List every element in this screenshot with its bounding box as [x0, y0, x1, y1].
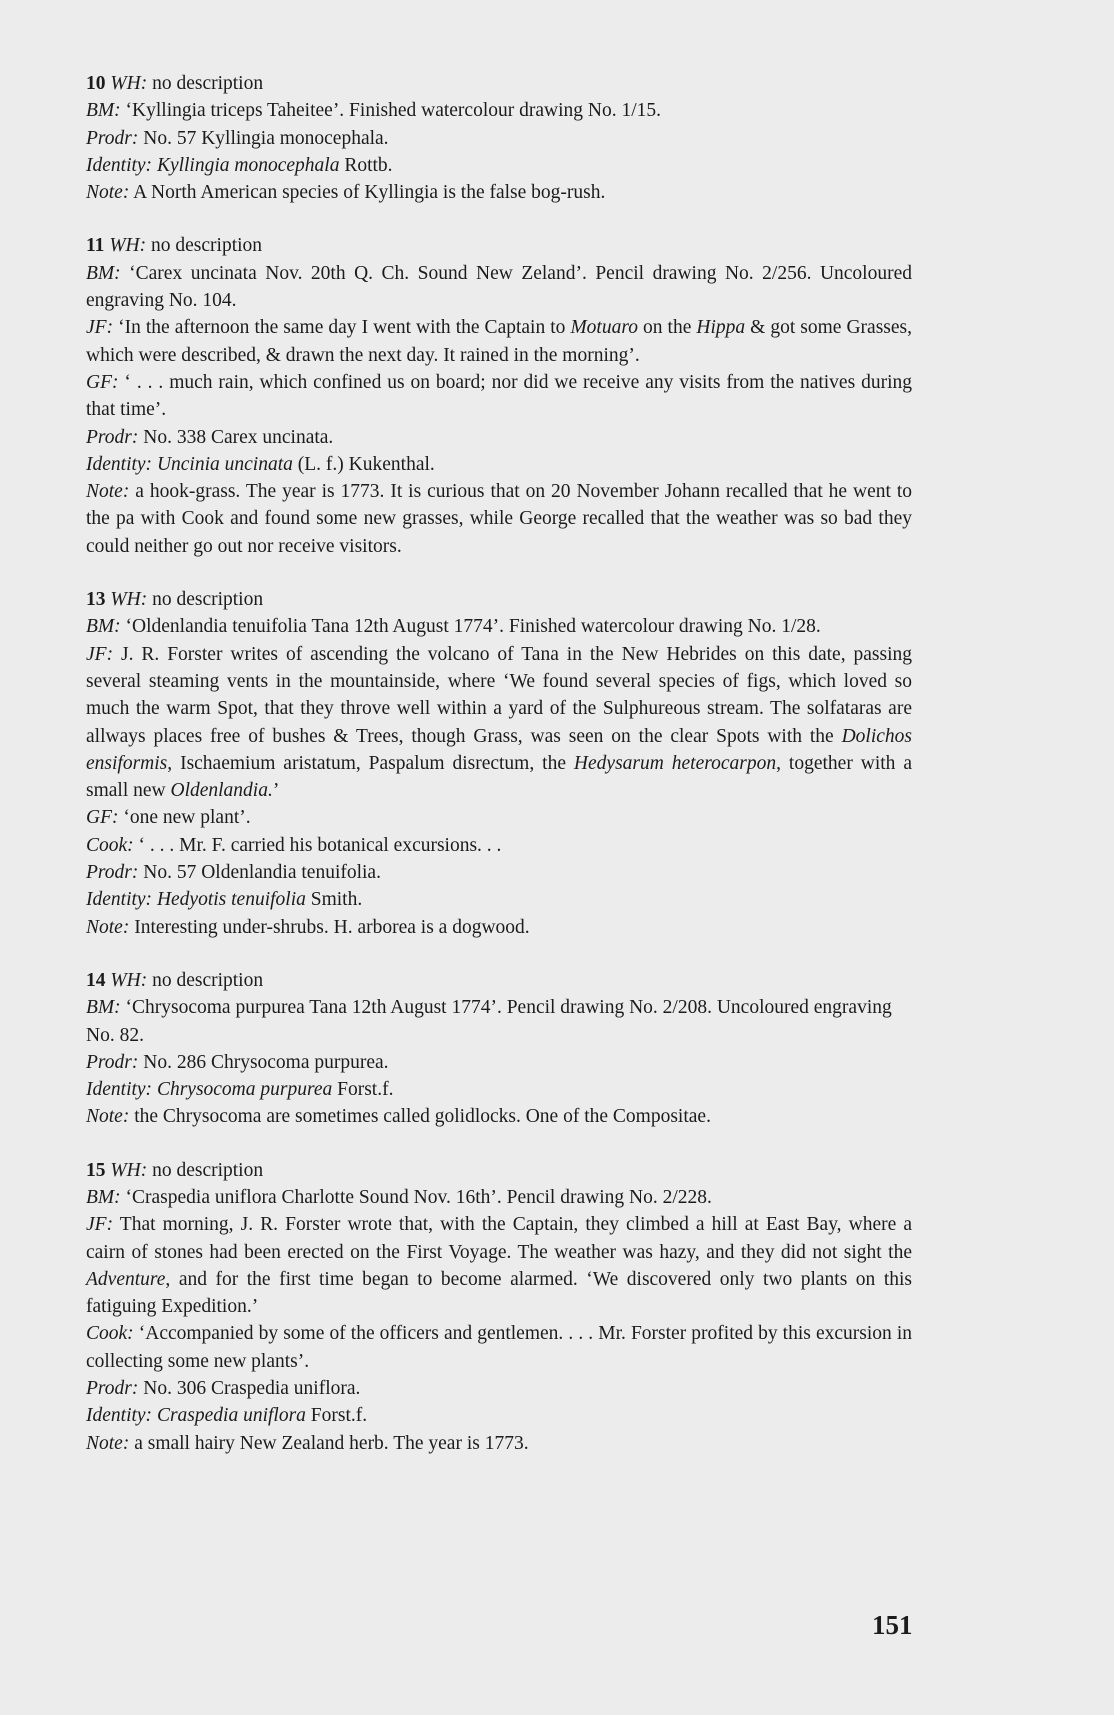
identity-line — [86, 1402, 912, 1429]
identity-name: Uncinia uncinata — [156, 453, 293, 475]
note-label: Note: — [86, 1106, 130, 1128]
jf-species: Hedysarum heterocarpon — [573, 752, 777, 774]
entry-15 — [86, 1157, 912, 1457]
entry-11 — [86, 232, 912, 560]
entry-13 — [86, 586, 912, 941]
prodr-label: Prodr: — [86, 1051, 139, 1073]
jf-line — [86, 1211, 912, 1320]
entry-10 — [86, 70, 912, 206]
prodr-line — [86, 1375, 912, 1402]
gf-label: GF: — [86, 807, 119, 829]
page-body — [86, 70, 912, 1483]
bm-label: BM: — [86, 100, 121, 122]
wh-label: WH: — [110, 73, 148, 94]
prodr-text: No. 306 Craspedia uniflora. — [143, 1378, 361, 1400]
identity-label: Identity: — [86, 1405, 153, 1427]
bm-text: ‘Chrysocoma purpurea Tana 12th August 1774’. Pencil drawing No. 2/208. Uncoloured engraving No. 82. — [86, 997, 892, 1046]
note-text: the Chrysocoma are sometimes called golidlocks. One of the Compositae. — [134, 1106, 711, 1128]
entry-number: 11 — [86, 235, 105, 257]
note-line — [86, 914, 912, 941]
prodr-line — [86, 859, 912, 886]
jf-place: Motuaro — [570, 317, 638, 339]
entry-number: 13 — [86, 589, 106, 611]
jf-label: JF: — [86, 317, 114, 339]
prodr-line — [86, 125, 912, 152]
jf-text: , together with a small new — [86, 752, 912, 802]
wh-label: WH: — [110, 1159, 148, 1181]
identity-line — [86, 152, 912, 179]
prodr-text: No. 338 Carex uncinata. — [143, 426, 334, 448]
prodr-label: Prodr: — [86, 426, 139, 448]
note-text: Interesting under-shrubs. H. arborea is a dogwood. — [134, 916, 530, 938]
bm-label: BM: — [86, 1186, 121, 1208]
note-text: a small hairy New Zealand herb. The year is 1773. — [134, 1432, 529, 1454]
jf-text: & got some Grasses, which were described, & drawn the next day. It rained in the morning’. — [86, 317, 913, 366]
bm-text: ‘Craspedia uniflora Charlotte Sound Nov. 16th’. Pencil drawing No. 2/228. — [125, 1186, 712, 1208]
identity-author: (L. f.) Kukenthal. — [297, 453, 435, 475]
cook-label: Cook: — [86, 834, 134, 856]
gf-label: GF: — [86, 371, 119, 393]
identity-author: Smith. — [310, 889, 363, 911]
prodr-text: No. 286 Chrysocoma purpurea. — [143, 1051, 389, 1073]
prodr-line — [86, 1049, 912, 1076]
jf-label: JF: — [86, 643, 114, 665]
prodr-line — [86, 424, 912, 451]
entry-heading — [86, 967, 912, 994]
identity-name: Chrysocoma purpurea — [156, 1079, 333, 1101]
wh-text: no description — [152, 589, 264, 611]
entry-heading — [86, 586, 912, 613]
entry-14 — [86, 967, 912, 1131]
jf-line — [86, 314, 912, 369]
identity-label: Identity: — [86, 1079, 153, 1101]
note-label: Note: — [86, 182, 130, 204]
jf-line — [86, 641, 912, 805]
jf-species: Oldenlandia. — [170, 780, 273, 802]
gf-text: ‘ . . . much rain, which confined us on board; nor did we receive any visits from the natives during that time’. — [86, 371, 912, 421]
jf-text: on the — [637, 317, 697, 339]
identity-line — [86, 1076, 912, 1103]
identity-label: Identity: — [86, 889, 153, 911]
cook-text: ‘Accompanied by some of the officers and gentlemen. . . . Mr. Forster profited by this excursion in collecting some new plants’. — [86, 1323, 912, 1372]
note-line — [86, 478, 912, 560]
identity-author: Forst.f. — [310, 1405, 368, 1427]
entry-heading — [86, 1157, 912, 1184]
gf-line — [86, 369, 912, 424]
jf-text: , Ischaemium aristatum, Paspalum disrectum, the — [167, 752, 574, 774]
wh-text: no description — [152, 73, 264, 94]
gf-line — [86, 804, 912, 831]
identity-line — [86, 886, 912, 913]
wh-text: no description — [151, 235, 263, 257]
note-line — [86, 179, 912, 206]
identity-line — [86, 451, 912, 478]
bm-line — [86, 97, 912, 124]
cook-line — [86, 1320, 912, 1375]
prodr-label: Prodr: — [86, 862, 139, 884]
identity-author: Forst.f. — [337, 1079, 394, 1101]
prodr-label: Prodr: — [86, 1378, 139, 1400]
jf-ship: Adventure — [86, 1268, 166, 1290]
jf-text: , and for the first time began to become alarmed. ‘We discovered only two plants on this fatiguing Expedition.’ — [86, 1268, 912, 1318]
entry-number: 10 — [86, 73, 106, 94]
note-text: a hook-grass. The year is 1773. It is curious that on 20 November Johann recalled that he went to the pa with Cook and found some new grasses, while George recalled that the weather was so bad they could neither go out nor receive visitors. — [86, 481, 913, 557]
jf-label: JF: — [86, 1214, 114, 1236]
entry-number: 15 — [86, 1159, 106, 1181]
wh-text: no description — [152, 1159, 264, 1181]
wh-label: WH: — [110, 589, 148, 611]
bm-label: BM: — [86, 997, 121, 1019]
identity-label: Identity: — [86, 154, 153, 176]
note-line — [86, 1430, 912, 1457]
wh-text: no description — [152, 969, 264, 991]
wh-label: WH: — [109, 235, 147, 257]
entry-number: 14 — [86, 969, 106, 991]
note-label: Note: — [86, 481, 130, 503]
prodr-text: No. 57 Oldenlandia tenuifolia. — [143, 862, 381, 884]
cook-text: ‘ . . . Mr. F. carried his botanical excursions. . . — [138, 834, 502, 856]
jf-text: That morning, J. R. Forster wrote that, with the Captain, they climbed a hill at East Bay, where a cairn of stones had been erected on the First Voyage. The weather was hazy, and they did not sight the — [86, 1214, 912, 1263]
cook-label: Cook: — [86, 1323, 134, 1345]
bm-text: ‘Carex uncinata Nov. 20th Q. Ch. Sound New Zeland’. Pencil drawing No. 2/256. Uncoloured engraving No. 104. — [86, 262, 913, 312]
note-label: Note: — [86, 1432, 130, 1454]
note-line — [86, 1103, 912, 1130]
identity-name: Hedyotis tenuifolia — [156, 889, 306, 911]
bm-text: ‘Kyllingia triceps Taheitee’. Finished watercolour drawing No. 1/15. — [125, 100, 662, 122]
bm-text: ‘Oldenlandia tenuifolia Tana 12th August 1774’. Finished watercolour drawing No. 1/28. — [125, 616, 821, 638]
bm-line — [86, 994, 912, 1049]
identity-name: Kyllingia monocephala — [156, 154, 340, 176]
jf-text: ‘In the afternoon the same day I went with the Captain to — [118, 317, 571, 339]
bm-line — [86, 613, 912, 640]
note-label: Note: — [86, 916, 130, 938]
jf-text: J. R. Forster writes of ascending the volcano of Tana in the New Hebrides on this date, passing several steaming vents in the mountainside, where ‘We found several species of figs, which loved so much the warm Spot, that they throve well within a yard of the Sulphureous stream. The solfataras are allways places free of bushes & Trees, though Grass, was seen on the clear Spots with the — [86, 643, 913, 747]
identity-name: Craspedia uniflora — [156, 1405, 306, 1427]
identity-author: Rottb. — [344, 154, 393, 176]
bm-line — [86, 1184, 912, 1211]
entry-heading — [86, 232, 912, 259]
bm-line — [86, 260, 912, 315]
jf-species: Dolichos ensiformis — [86, 725, 912, 774]
wh-label: WH: — [110, 969, 148, 991]
prodr-label: Prodr: — [86, 127, 139, 149]
bm-label: BM: — [86, 262, 121, 284]
gf-text: ‘one new plant’. — [123, 807, 251, 829]
identity-label: Identity: — [86, 453, 153, 475]
jf-text: ’ — [272, 780, 280, 802]
bm-label: BM: — [86, 616, 121, 638]
page-number: 151 — [872, 1610, 913, 1640]
jf-place: Hippa — [696, 317, 746, 339]
cook-line — [86, 832, 912, 859]
entry-heading — [86, 70, 912, 97]
note-text: A North American species of Kyllingia is the false bog-rush. — [133, 182, 606, 204]
prodr-text: No. 57 Kyllingia monocephala. — [143, 127, 389, 149]
